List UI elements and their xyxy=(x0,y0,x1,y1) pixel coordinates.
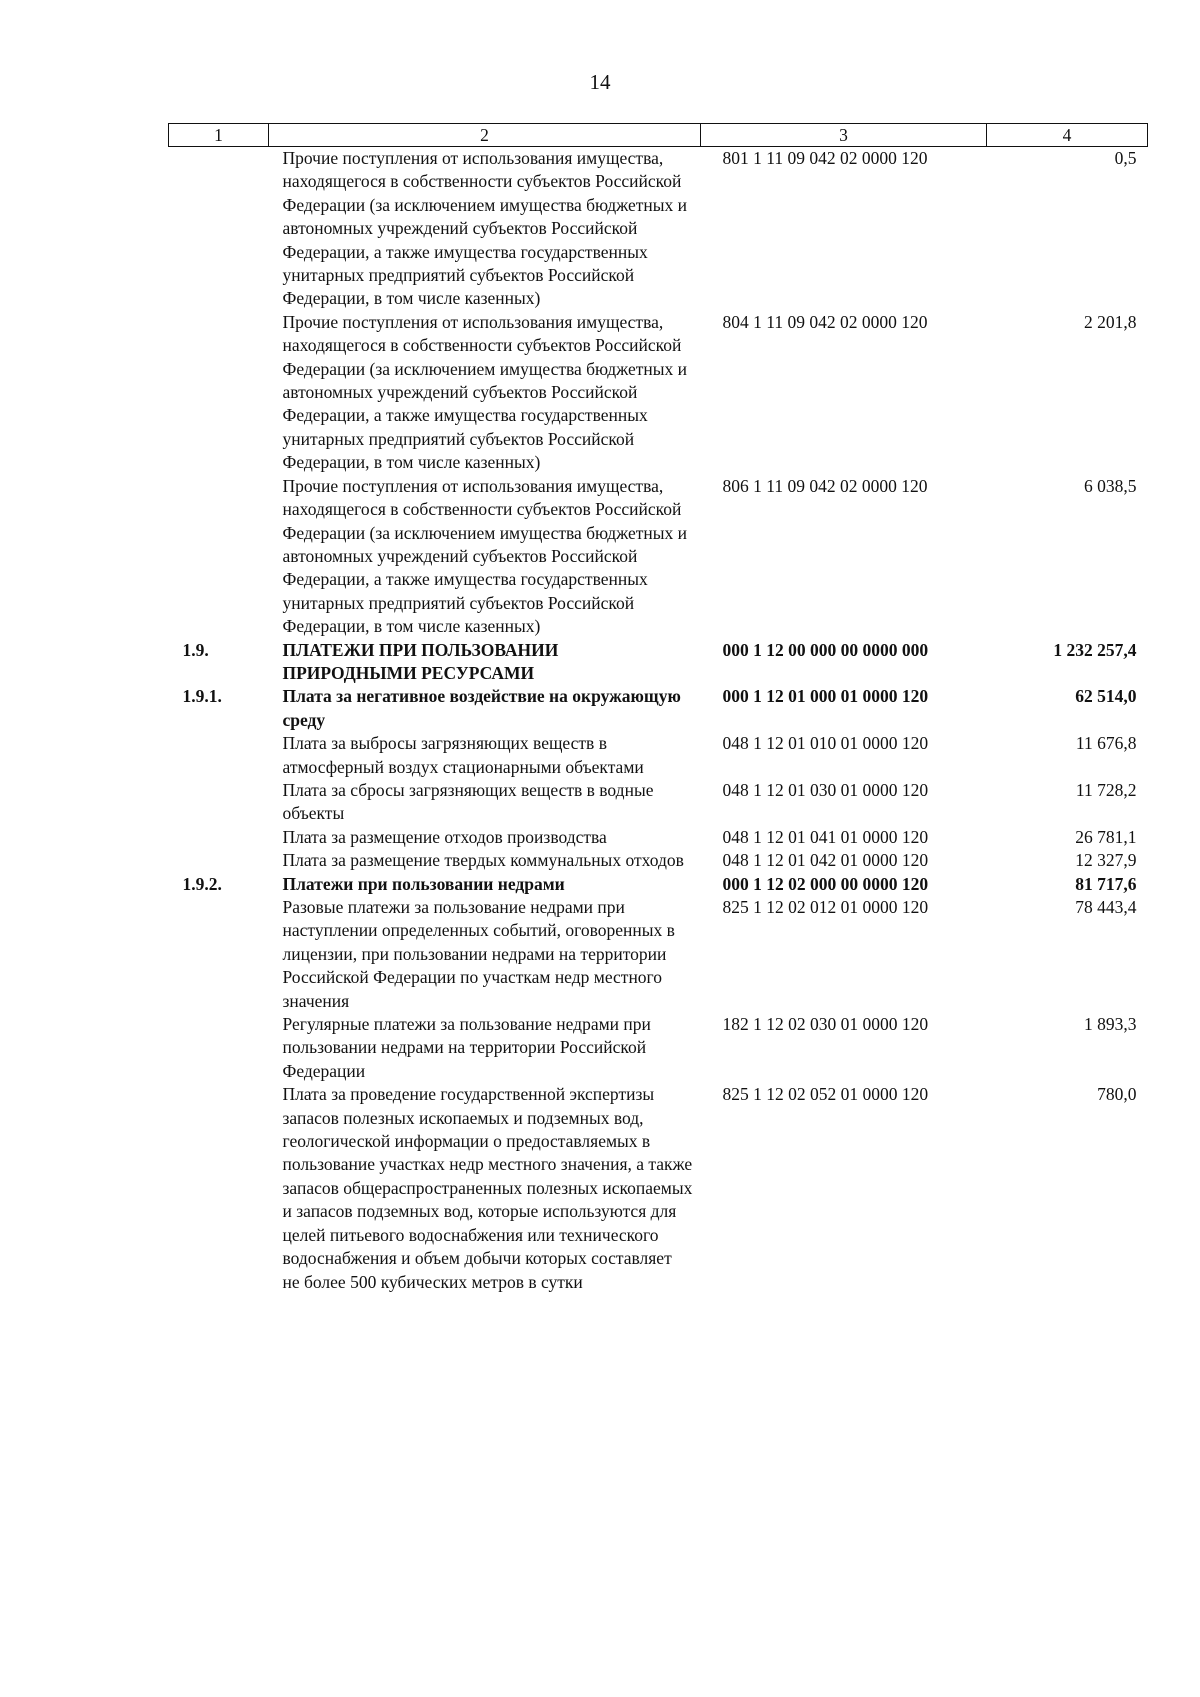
table-row xyxy=(169,475,1148,639)
table-row xyxy=(169,732,1148,779)
row-code: 000 1 12 02 000 00 0000 120 xyxy=(722,873,929,894)
row-number xyxy=(169,1083,269,1294)
row-code: 048 1 12 01 042 01 0000 120 xyxy=(722,850,929,871)
row-amount: 6 038,5 xyxy=(1084,475,1137,496)
row-amount: 0,5 xyxy=(1114,148,1137,168)
column-header-3: 3 xyxy=(701,124,987,147)
row-number: 1.9.1. xyxy=(182,686,222,707)
row-number xyxy=(169,311,269,475)
table-row xyxy=(169,311,1148,475)
row-amount: 26 781,1 xyxy=(1075,826,1137,847)
row-number xyxy=(169,779,269,826)
table-row xyxy=(169,779,1148,826)
row-name: Плата за выбросы загрязняющих веществ в атмосферный воздух стационарными объектами xyxy=(282,733,644,777)
row-amount: 62 514,0 xyxy=(1075,686,1137,707)
row-number xyxy=(169,826,269,849)
table-row xyxy=(169,639,1148,686)
row-code: 825 1 12 02 012 01 0000 120 xyxy=(722,897,929,917)
row-amount: 11 728,2 xyxy=(1075,779,1137,800)
row-code: 804 1 11 09 042 02 0000 120 xyxy=(722,311,928,332)
row-name: Прочие поступления от использования имущества, находящегося в собственности субъектов Российской Федерации (за исключением имущества бюджетных и автономных учреждений субъектов Российской Федерации, а также имущества государственных унитарных предприятий субъектов Российской Федерации, в том числе казенных) xyxy=(282,311,688,473)
row-name: Регулярные платежи за пользование недрами при пользовании недрами на территории Российской Федерации xyxy=(282,1014,651,1081)
table-row xyxy=(169,1083,1148,1294)
row-name: Платежи при пользовании недрами xyxy=(282,873,565,894)
row-number xyxy=(169,147,269,311)
row-name: Прочие поступления от использования имущества, находящегося в собственности субъектов Российской Федерации (за исключением имущества бюджетных и автономных учреждений субъектов Российской Федерации, а также имущества государственных унитарных предприятий субъектов Российской Федерации, в том числе казенных) xyxy=(282,475,688,637)
row-name: Плата за размещение отходов производства xyxy=(282,826,607,847)
row-number xyxy=(169,849,269,872)
table-row xyxy=(169,873,1148,896)
row-code: 182 1 12 02 030 01 0000 120 xyxy=(722,1014,929,1035)
row-amount: 78 443,4 xyxy=(1075,897,1137,917)
row-code: 048 1 12 01 030 01 0000 120 xyxy=(722,779,929,800)
header-row xyxy=(169,124,1148,147)
table-body xyxy=(169,147,1148,1294)
row-code: 000 1 12 01 000 01 0000 120 xyxy=(722,686,929,707)
row-amount: 12 327,9 xyxy=(1075,850,1137,871)
row-code: 000 1 12 00 000 00 0000 000 xyxy=(722,639,929,660)
table-row xyxy=(169,896,1148,1013)
row-amount: 11 676,8 xyxy=(1075,733,1137,754)
row-code: 048 1 12 01 010 01 0000 120 xyxy=(722,733,929,754)
row-name: Прочие поступления от использования имущества, находящегося в собственности субъектов Российской Федерации (за исключением имущества бюджетных и автономных учреждений субъектов Российской Федерации, а также имущества государственных унитарных предприятий субъектов Российской Федерации, в том числе казенных) xyxy=(282,148,688,309)
row-number xyxy=(169,475,269,639)
budget-revenue-table xyxy=(168,123,1148,1294)
row-name: Плата за размещение твердых коммунальных отходов xyxy=(282,850,684,871)
column-header-1: 1 xyxy=(169,124,269,147)
row-amount: 2 201,8 xyxy=(1084,311,1137,332)
table-row xyxy=(169,147,1148,311)
table-row xyxy=(169,826,1148,849)
row-code: 801 1 11 09 042 02 0000 120 xyxy=(722,148,928,168)
column-header-2: 2 xyxy=(269,124,701,147)
row-code: 806 1 11 09 042 02 0000 120 xyxy=(722,475,928,496)
row-name: Разовые платежи за пользование недрами при наступлении определенных событий, оговоренных в лицензии, при пользовании недрами на территории Российской Федерации по участкам недр местного значения xyxy=(282,897,675,1011)
row-code: 048 1 12 01 041 01 0000 120 xyxy=(722,826,929,847)
table-row xyxy=(169,685,1148,732)
row-number xyxy=(169,1013,269,1083)
row-name: Плата за сбросы загрязняющих веществ в водные объекты xyxy=(282,779,654,824)
row-amount: 81 717,6 xyxy=(1075,873,1137,894)
row-name: Плата за проведение государственной экспертизы запасов полезных ископаемых и подземных вод, геологической информации о предоставляемых в пользование участках недр местного значения, а также запасов общераспространенных полезных ископаемых и запасов подземных вод, которые используются для целей питьевого водоснабжения или технического водоснабжения и объем добычи которых составляет не более 500 кубических метров в сутки xyxy=(282,1084,693,1292)
row-number: 1.9. xyxy=(182,639,209,660)
row-amount: 780,0 xyxy=(1097,1084,1137,1105)
page-number: 14 xyxy=(589,70,611,94)
table-row xyxy=(169,1013,1148,1083)
row-amount: 1 893,3 xyxy=(1084,1014,1137,1035)
row-code: 825 1 12 02 052 01 0000 120 xyxy=(722,1084,929,1105)
column-header-4: 4 xyxy=(987,124,1148,147)
row-amount: 1 232 257,4 xyxy=(1053,639,1137,660)
row-name: Плата за негативное воздействие на окружающую среду xyxy=(282,686,681,730)
row-name: ПЛАТЕЖИ ПРИ ПОЛЬЗОВАНИИ ПРИРОДНЫМИ РЕСУРСАМИ xyxy=(282,639,559,683)
table-header xyxy=(169,124,1148,147)
row-number xyxy=(169,896,269,1013)
row-number xyxy=(169,732,269,779)
table-row xyxy=(169,849,1148,872)
row-number: 1.9.2. xyxy=(182,873,222,894)
